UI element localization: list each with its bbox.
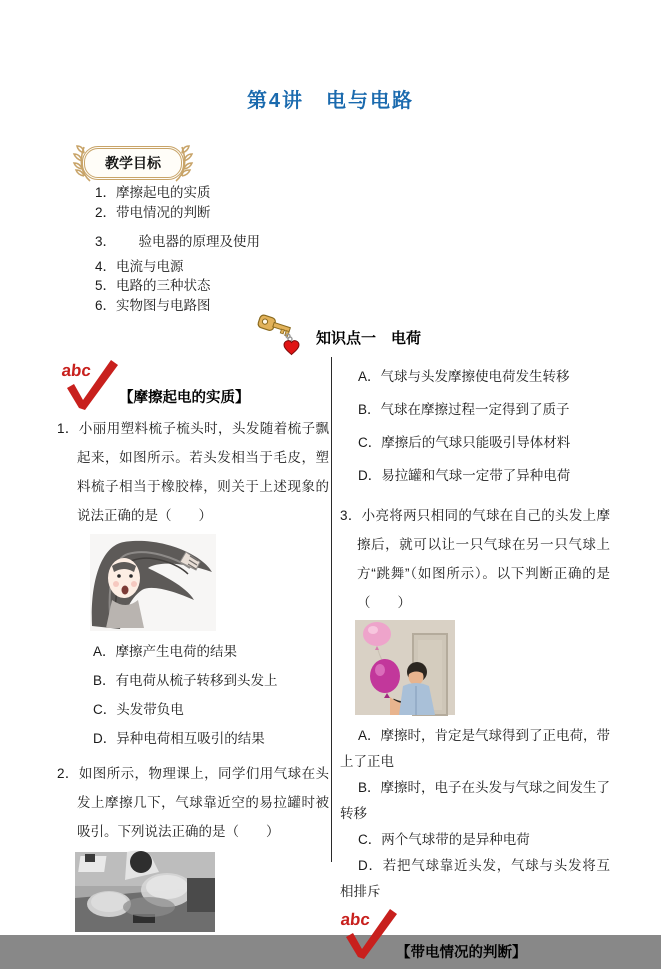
column-divider [331,357,332,862]
section-header-charge-judgement: 【带电情况的判断】 [396,945,527,961]
option-b: B．有电荷从梳子转移到头发上 [93,673,278,688]
option-c: C．摩擦后的气球只能吸引导体材料 [358,435,571,450]
left-column [57,358,329,932]
objective-item: 5．电路的三种状态 [95,278,211,293]
section-header-friction: 【摩擦起电的实质】 [119,390,250,406]
key-heart-icon [256,314,312,356]
option-a: A．气球与头发摩擦使电荷发生转移 [358,369,570,384]
abc-checkmark-icon [340,907,398,959]
objective-item: 4．电流与电源 [95,258,184,274]
option-d: D．异种电荷相互吸引的结果 [93,731,265,746]
laurel-ornament-icon [75,143,93,183]
option-d: D．易拉罐和气球一定带了异种电荷 [358,468,571,483]
objective-item: 2．带电情况的判断 [95,204,211,220]
option-d: D．若把气球靠近头发，气球与头发将互相排斥 [340,858,610,899]
question-3-photo [355,620,455,715]
laurel-ornament-icon [173,143,191,183]
option-b: B．摩擦时，电子在头发与气球之间发生了转移 [340,780,611,821]
question-2-photo [75,852,215,932]
option-c: C．头发带负电 [93,702,184,717]
objectives-banner [82,146,184,180]
page-title: 第4讲 电与电路 [246,90,415,112]
svg-text:abc: abc [60,361,92,380]
abc-checkmark-icon [61,358,119,410]
question-1-illustration [90,534,216,631]
svg-text:abc: abc [339,910,371,929]
objectives-banner-label: 教学目标 [105,155,161,171]
question-3-options [340,723,610,905]
question-1-text: 1．小丽用塑料梳子梳头时，头发随着梳子飘起来，如图所示。若头发相当于毛皮，塑料梳子相当于橡胶棒，则关于上述现象的说法正确的是（ ） [57,421,329,523]
objectives-list [95,183,260,315]
option-c: C．两个气球带的是异种电荷 [358,832,530,847]
knowledge-point-heading: 知识点一 电荷 [316,330,422,347]
question-3-text: 3．小亮将两只相同的气球在自己的头发上摩擦后，就可以让一只气球在另一只气球上方“跳舞”（如图所示）。以下判断正确的是（ ） [340,508,610,610]
question-2-text: 2．如图所示，物理课上，同学们用气球在头发上摩擦几下，气球靠近空的易拉罐时被吸引。下列说法正确的是（ ） [57,766,329,839]
question-2-options [340,360,610,492]
objective-item: 1．摩擦起电的实质 [95,185,211,200]
question-1-options [57,637,329,753]
right-column [340,358,610,969]
option-a: A．摩擦时，肯定是气球得到了正电荷，带上了正电 [340,728,611,769]
option-a: A．摩擦产生电荷的结果 [93,644,238,659]
objective-item: 3． 验电器的原理及使用 [95,234,261,249]
objective-item: 6．实物图与电路图 [95,297,211,313]
option-b: B．气球在摩擦过程一定得到了质子 [358,402,570,417]
